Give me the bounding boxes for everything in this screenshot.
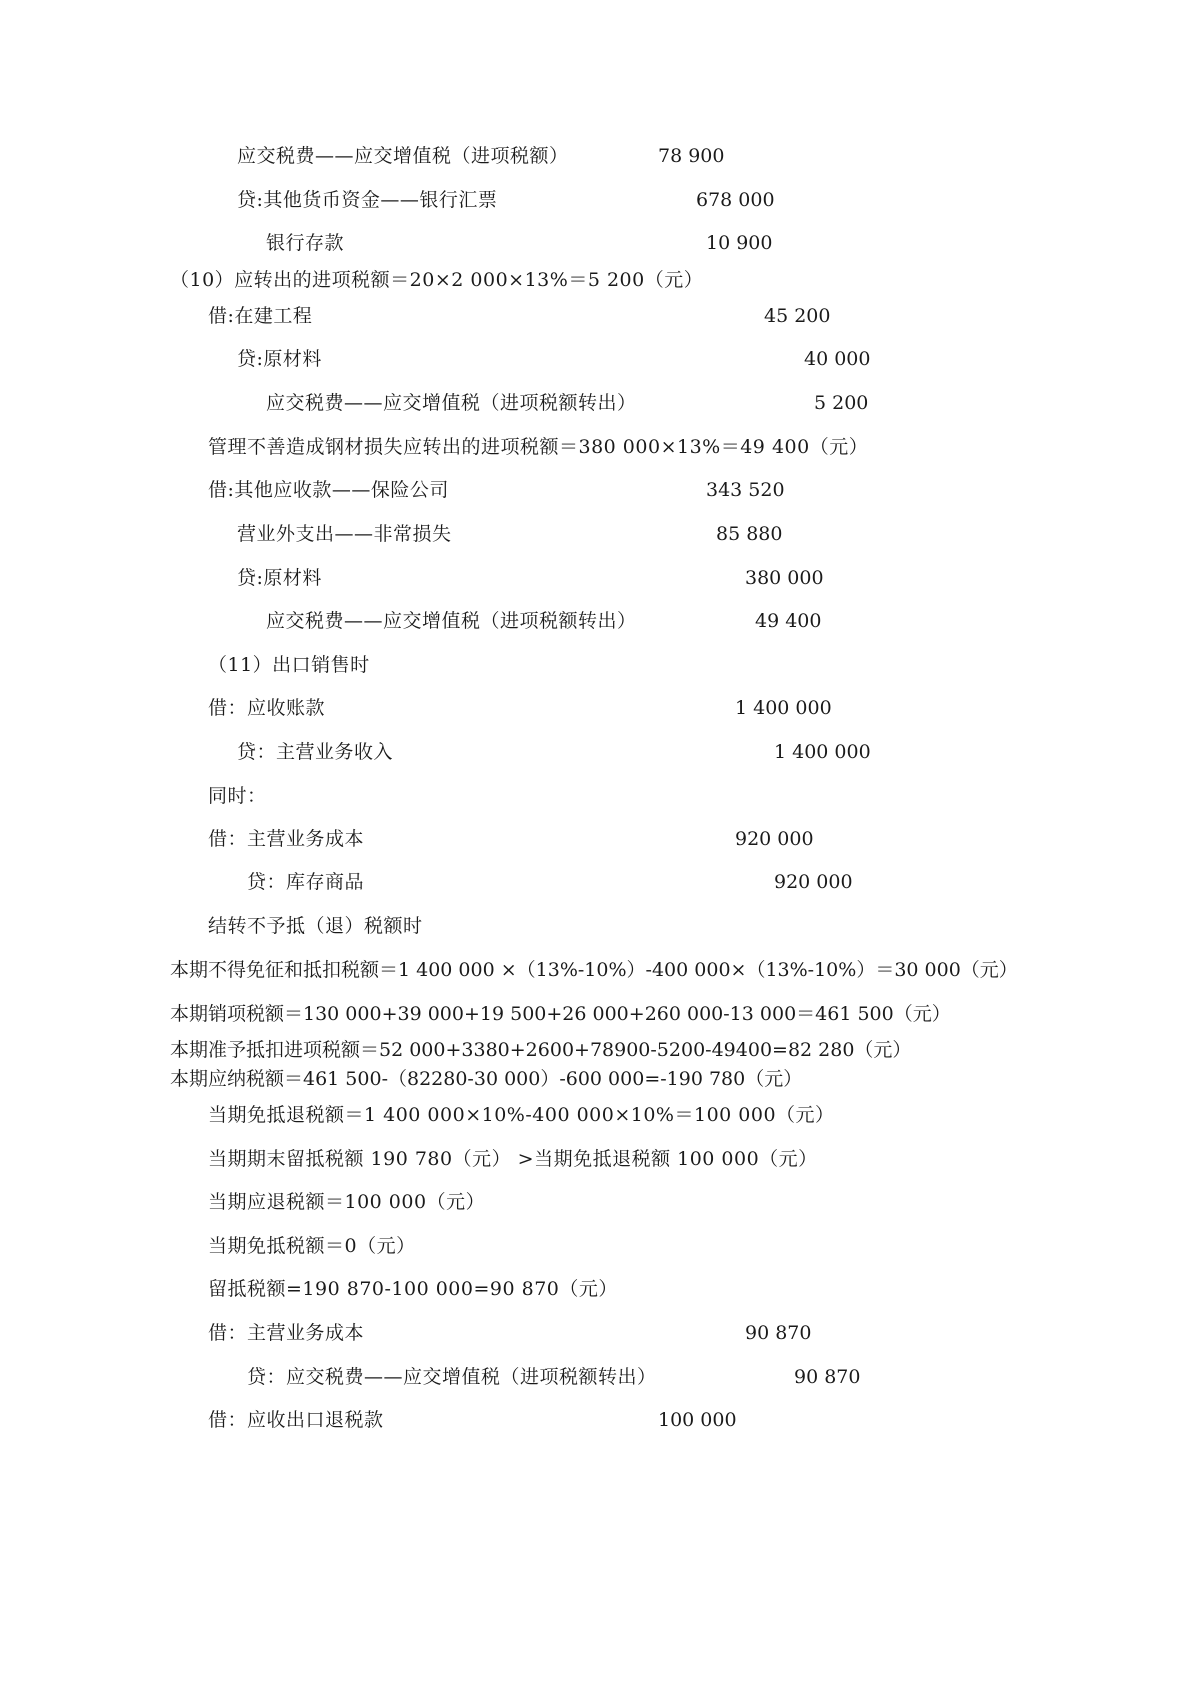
entry-amount: 45 200 — [764, 305, 831, 327]
entry-amount: 90 870 — [794, 1366, 861, 1388]
entry-amount: 78 900 — [658, 145, 725, 167]
entry-text: 应交税费——应交增值税（进项税额） — [237, 145, 569, 167]
section-heading: （11）出口销售时 — [208, 654, 370, 676]
calc-line: 本期不得免征和抵扣税额＝1 400 000 ×（13%-10%）-400 000×（13%-10%）＝30 000（元） — [170, 959, 1018, 981]
entry-text: 营业外支出——非常损失 — [237, 523, 452, 545]
entry-amount: 40 000 — [804, 348, 871, 370]
entry-text: 借：应收出口退税款 — [208, 1409, 384, 1431]
section-heading: 结转不予抵（退）税额时 — [208, 915, 423, 937]
entry-amount: 49 400 — [755, 610, 822, 632]
entry-amount: 1 400 000 — [735, 697, 832, 719]
entry-amount: 1 400 000 — [774, 741, 871, 763]
entry-text: 贷:其他货币资金——银行汇票 — [237, 189, 498, 211]
entry-amount: 5 200 — [814, 392, 869, 414]
entry-amount: 678 000 — [696, 189, 775, 211]
entry-text: 借：主营业务成本 — [208, 828, 365, 850]
calc-line: 本期销项税额＝130 000+39 000+19 500+26 000+260 000-13 000＝461 500（元） — [170, 1003, 951, 1025]
entry-amount: 90 870 — [745, 1322, 812, 1344]
entry-amount: 920 000 — [735, 828, 814, 850]
calc-line: 当期免抵税额＝0（元） — [208, 1235, 416, 1257]
entry-text: 贷：库存商品 — [247, 871, 365, 893]
entry-text: 贷：应交税费——应交增值税（进项税额转出） — [247, 1366, 657, 1388]
calc-line: （10）应转出的进项税额＝20×2 000×13%＝5 200（元） — [170, 269, 704, 291]
entry-text: 贷:原材料 — [237, 348, 322, 370]
entry-text: 银行存款 — [266, 232, 345, 254]
entry-amount: 100 000 — [658, 1409, 737, 1431]
entry-amount: 920 000 — [774, 871, 853, 893]
entry-text: 借：主营业务成本 — [208, 1322, 365, 1344]
calc-line: 留抵税额=190 870-100 000=90 870（元） — [208, 1278, 618, 1300]
entry-amount: 380 000 — [745, 567, 824, 589]
entry-text: 贷:原材料 — [237, 567, 322, 589]
entry-text: 同时： — [208, 785, 267, 807]
entry-amount: 85 880 — [716, 523, 783, 545]
calc-line: 本期应纳税额＝461 500-（82280-30 000）-600 000=-190 780（元） — [170, 1068, 803, 1090]
calc-line: 管理不善造成钢材损失应转出的进项税额＝380 000×13%＝49 400（元） — [208, 436, 869, 458]
calc-line: 本期准予抵扣进项税额＝52 000+3380+2600+78900-5200-49400=82 280（元） — [170, 1039, 912, 1061]
entry-text: 应交税费——应交增值税（进项税额转出） — [266, 392, 637, 414]
entry-text: 借:在建工程 — [208, 305, 313, 327]
entry-amount: 343 520 — [706, 479, 785, 501]
calc-line: 当期应退税额＝100 000（元） — [208, 1191, 486, 1213]
entry-amount: 10 900 — [706, 232, 773, 254]
entry-text: 应交税费——应交增值税（进项税额转出） — [266, 610, 637, 632]
entry-text: 贷：主营业务收入 — [237, 741, 394, 763]
entry-text: 借：应收账款 — [208, 697, 326, 719]
calc-line: 当期期末留抵税额 190 780（元） >当期免抵退税额 100 000（元） — [208, 1148, 818, 1170]
entry-text: 借:其他应收款——保险公司 — [208, 479, 449, 501]
calc-line: 当期免抵退税额＝1 400 000×10%-400 000×10%＝100 000（元） — [208, 1104, 835, 1126]
